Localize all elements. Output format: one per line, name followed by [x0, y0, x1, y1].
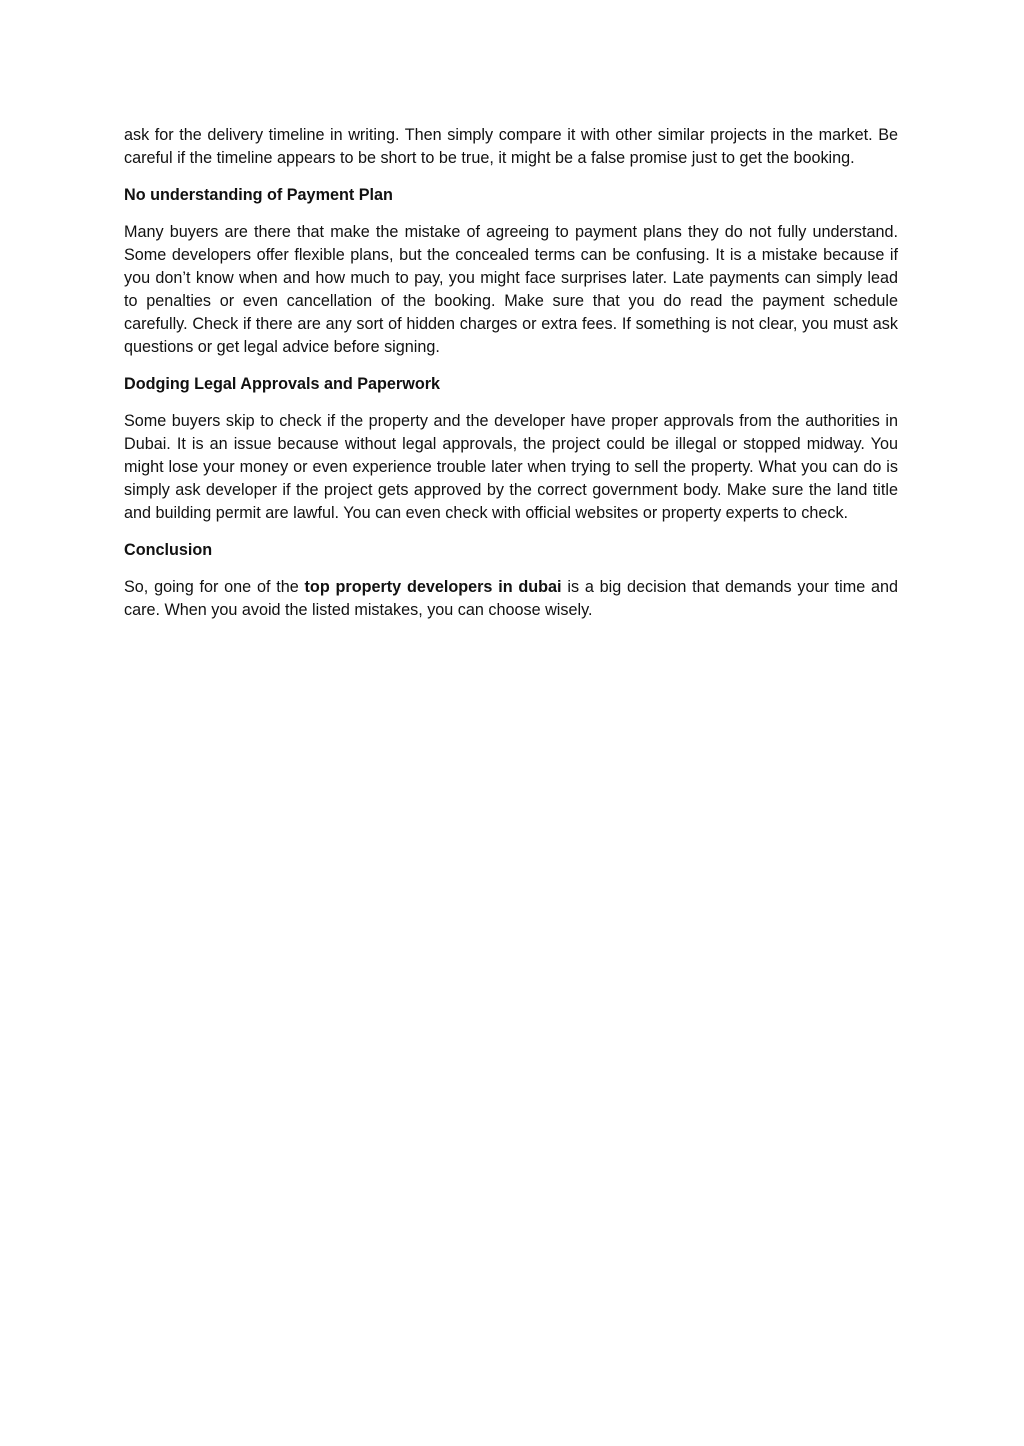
section-paragraph-conclusion	[124, 576, 898, 622]
section-paragraph-payment-plan: Many buyers are there that make the mistake of agreeing to payment plans they do not fully understand. Some developers offer flexible plans, but the concealed terms can be confusing. It is a mistake because if you don’t know when and how much to pay, you might face surprises later. Late payments can simply lead to penalties or even cancellation of the booking. Make sure that you do read the payment schedule carefully. Check if there are any sort of hidden charges or extra fees. If something is not clear, you must ask questions or get legal advice before signing.	[124, 223, 898, 356]
document-page	[124, 124, 898, 636]
conclusion-text-before: So, going for one of the	[124, 578, 305, 596]
conclusion-bold-keyword: top property developers in dubai	[304, 578, 562, 596]
intro-paragraph: ask for the delivery timeline in writing. Then simply compare it with other similar projects in the market. Be careful if the timeline appears to be short to be true, it might be a false promise just to get the booking.	[124, 126, 898, 167]
section-paragraph-legal-approvals: Some buyers skip to check if the property and the developer have proper approvals from the authorities in Dubai. It is an issue because without legal approvals, the project could be illegal or stopped midway. You might lose your money or even experience trouble later when trying to sell the property. What you can do is simply ask developer if the project gets approved by the correct government body. Make sure the land title and building permit are lawful. You can even check with official websites or property experts to check.	[124, 412, 898, 522]
section-heading-conclusion: Conclusion	[124, 541, 213, 559]
section-heading-legal-approvals: Dodging Legal Approvals and Paperwork	[124, 375, 441, 393]
conclusion-text-after: is a big decision that demands your time and care. When you avoid the listed mistakes, you can choose wisely.	[124, 578, 899, 619]
section-heading-payment-plan: No understanding of Payment Plan	[124, 186, 393, 204]
